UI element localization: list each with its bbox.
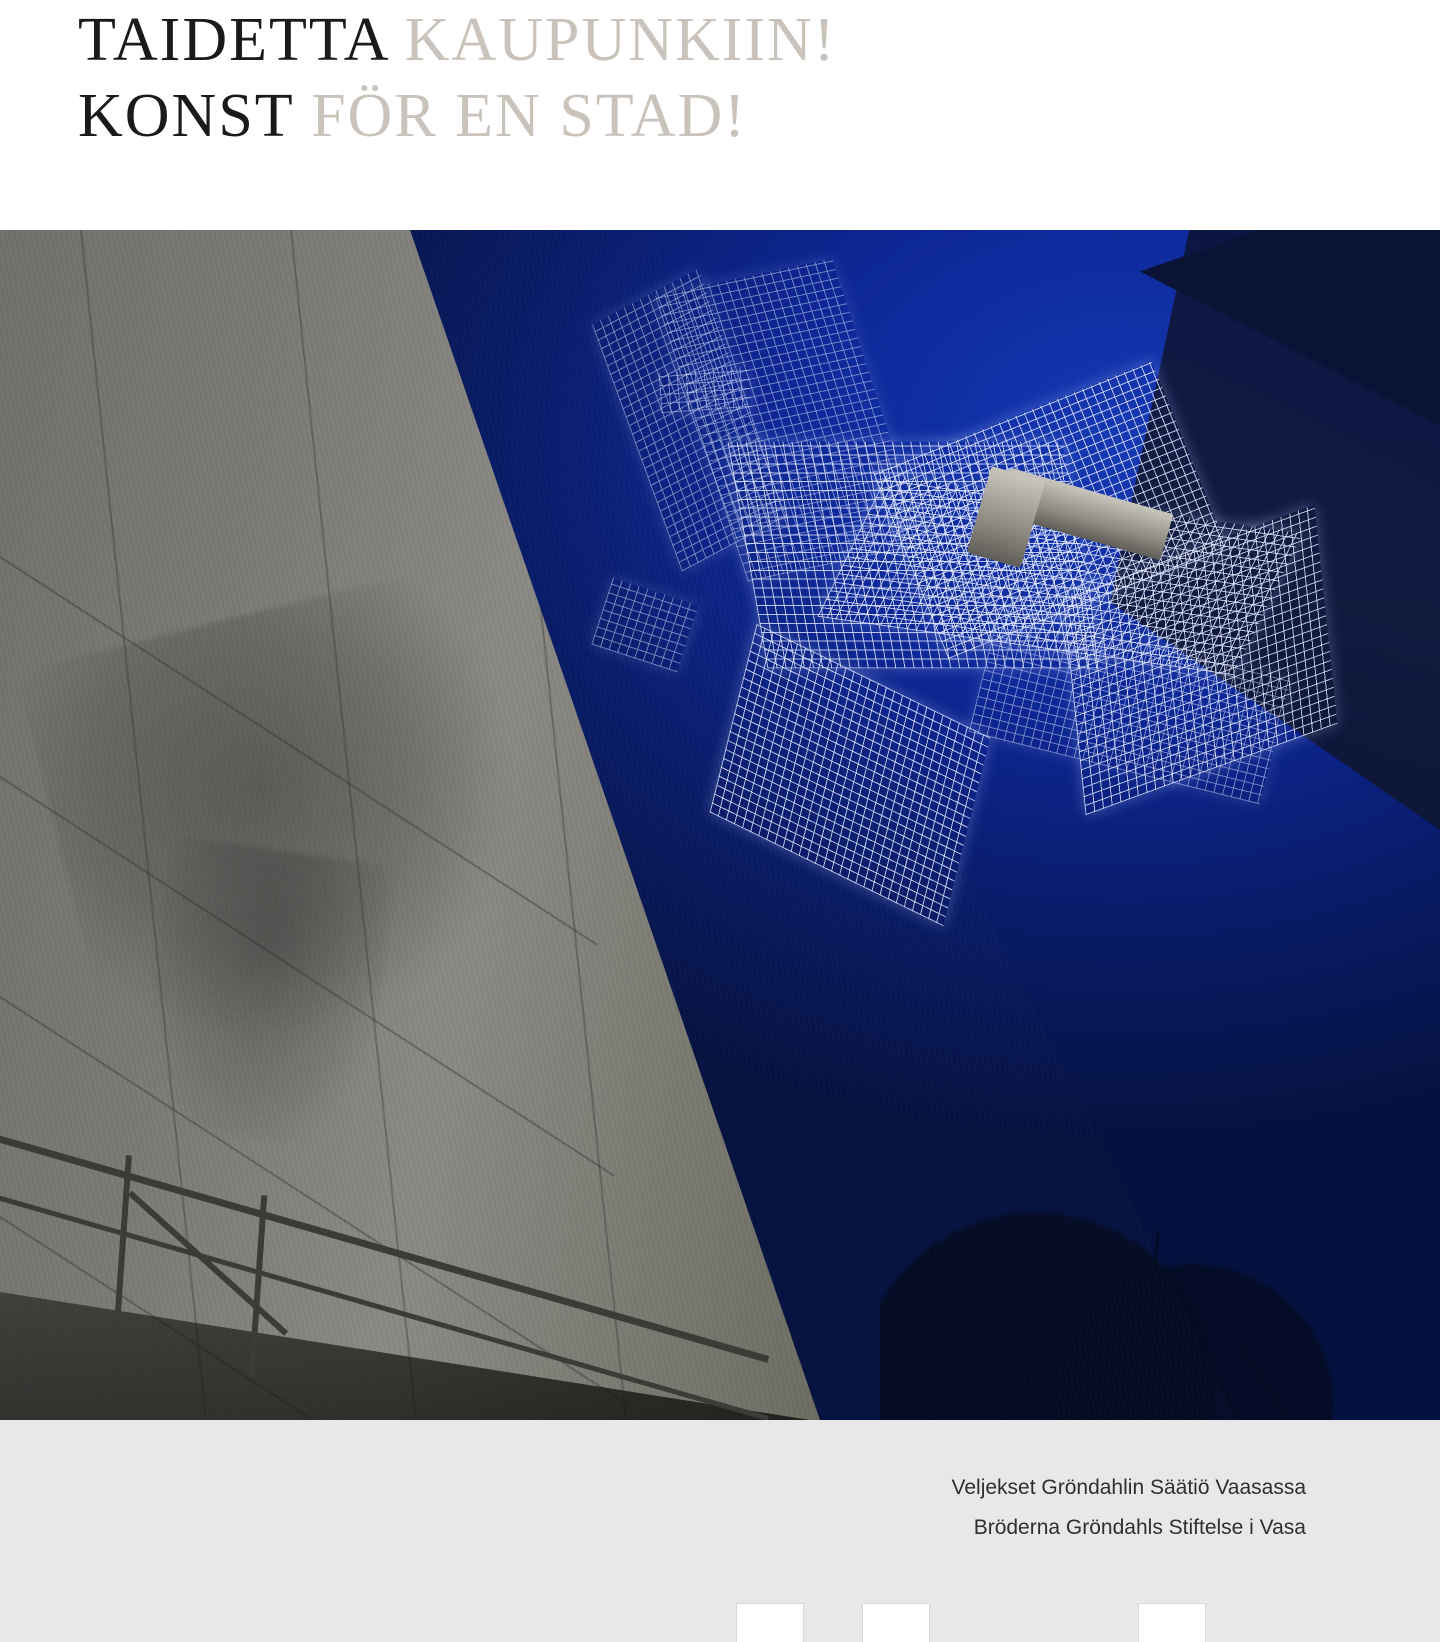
title-fi-light: KAUPUNKIIN!	[404, 6, 837, 74]
footer-logo-2	[862, 1603, 930, 1642]
title-line-sv	[78, 78, 1440, 154]
credit-line-fi: Veljekset Gröndahlin Säätiö Vaasassa	[951, 1476, 1306, 1499]
cover-photograph	[0, 230, 1440, 1420]
title-sv-light: FÖR EN STAD!	[311, 82, 747, 150]
page-title	[0, 0, 1440, 230]
footer-logo-1	[736, 1603, 804, 1642]
credit-block	[952, 1468, 1307, 1548]
credit-line-sv: Bröderna Gröndahls Stiftelse i Vasa	[973, 1516, 1306, 1539]
footer-logos	[0, 1602, 1440, 1642]
title-sv-dark: KONST	[78, 82, 294, 150]
title-line-fi	[78, 2, 1440, 78]
footer-logo-3	[1138, 1603, 1206, 1642]
caption-bar	[0, 1420, 1440, 1642]
sculpture-shadow-lower	[131, 835, 399, 1154]
title-fi-dark: TAIDETTA	[78, 6, 388, 74]
